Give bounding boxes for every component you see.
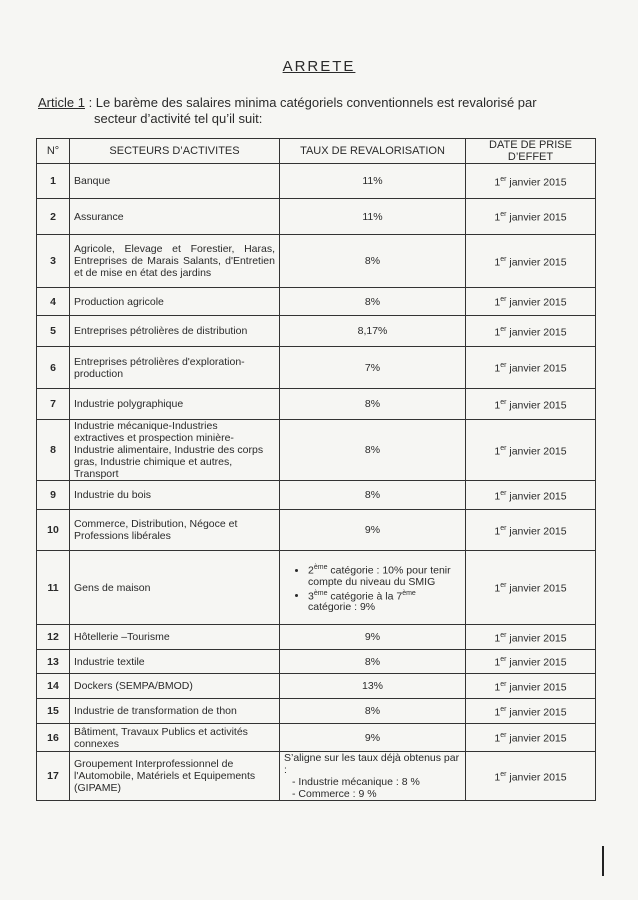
header-date-line2: D’EFFET [507, 151, 554, 163]
date-rest: janvier 2015 [506, 362, 567, 375]
rate-category: 3 [308, 590, 314, 602]
row-sector: Industrie polygraphique [70, 389, 280, 420]
row-rate: 13% [280, 674, 466, 699]
row-rate: 8% [280, 650, 466, 674]
date-day: 1 [494, 211, 501, 224]
date-sup: er [500, 732, 507, 740]
rate-dash-item: - Commerce : 9 % [302, 788, 461, 800]
table-row [37, 752, 596, 801]
row-rate: 8% [280, 288, 466, 316]
table-row [37, 724, 596, 752]
date-day: 1 [494, 681, 501, 694]
sector-line: Transport [74, 468, 119, 480]
table-row [37, 420, 596, 481]
row-date [466, 551, 596, 625]
rate-sup: ème [313, 589, 328, 597]
date-sup: er [500, 325, 507, 333]
row-number: 7 [37, 389, 70, 420]
date-day: 1 [494, 656, 501, 669]
row-sector [70, 724, 280, 752]
table-row [37, 235, 596, 288]
row-date [466, 752, 596, 801]
rate-category: 2 [308, 564, 314, 577]
row-sector: Production agricole [70, 288, 280, 316]
row-number: 12 [37, 625, 70, 650]
row-rate: 9% [280, 724, 466, 752]
row-number: 4 [37, 288, 70, 316]
row-rate: 8% [280, 699, 466, 724]
table-row [37, 199, 596, 235]
row-sector: Agricole, Elevage et Forestier, Haras, Entreprises de Marais Salants, d'Entretien et de mise en état des jardins [70, 235, 280, 288]
sector-line: Industrie mécanique-Industries [74, 420, 218, 432]
row-sector [70, 510, 280, 551]
row-date [466, 389, 596, 420]
row-rate: 9% [280, 510, 466, 551]
table-row [37, 316, 596, 347]
date-sup: er [500, 489, 507, 497]
rate-bullet-list [284, 562, 461, 613]
date-rest: janvier 2015 [506, 656, 567, 669]
date-sup: er [500, 524, 507, 532]
table-row [37, 288, 596, 316]
table-row [37, 650, 596, 674]
date-rest: janvier 2015 [506, 256, 567, 269]
row-sector: Industrie textile [70, 650, 280, 674]
header-sector: SECTEURS D’ACTIVITES [70, 139, 280, 164]
row-sector [70, 420, 280, 481]
row-sector: Assurance [70, 199, 280, 235]
table-row [37, 699, 596, 724]
date-sup: er [500, 444, 507, 452]
date-day: 1 [494, 525, 501, 538]
row-date [466, 510, 596, 551]
sector-line: Bâtiment, Travaux Publics et activités [74, 725, 248, 738]
date-day: 1 [494, 706, 501, 719]
row-rate: 8% [280, 420, 466, 481]
table-header-row [37, 139, 596, 164]
date-day: 1 [494, 445, 501, 458]
date-rest: janvier 2015 [506, 211, 567, 224]
rate-category: catégorie à la 7 [327, 590, 403, 602]
row-number: 17 [37, 752, 70, 801]
row-sector [70, 752, 280, 801]
row-sector: Industrie du bois [70, 481, 280, 510]
date-day: 1 [494, 326, 501, 339]
row-date [466, 674, 596, 699]
date-rest: janvier 2015 [506, 681, 567, 694]
date-day: 1 [494, 582, 501, 595]
row-rate: 8,17% [280, 316, 466, 347]
date-sup: er [500, 296, 507, 304]
row-sector: Entreprises pétrolières de distribution [70, 316, 280, 347]
header-rate: TAUX DE REVALORISATION [280, 139, 466, 164]
table-row [37, 510, 596, 551]
table-row [37, 389, 596, 420]
date-day: 1 [494, 399, 501, 412]
table-row [37, 551, 596, 625]
table-row [37, 164, 596, 199]
article-text-line1: : Le barème des salaires minima catégoriels conventionnels est revalorisé par [84, 95, 537, 110]
date-sup: er [500, 211, 507, 219]
header-date-line1: DATE DE PRISE [489, 139, 572, 151]
row-number: 3 [37, 235, 70, 288]
row-date [466, 316, 596, 347]
row-number: 13 [37, 650, 70, 674]
sector-line: Commerce, Distribution, Négoce et [74, 518, 238, 530]
date-day: 1 [494, 176, 501, 189]
rate-dash-list [284, 776, 461, 800]
row-sector: Gens de maison [70, 551, 280, 625]
row-number: 1 [37, 164, 70, 199]
date-sup: er [500, 705, 507, 713]
date-rest: janvier 2015 [506, 490, 567, 503]
row-date [466, 650, 596, 674]
date-rest: janvier 2015 [506, 582, 567, 595]
date-rest: janvier 2015 [506, 445, 567, 458]
row-number: 9 [37, 481, 70, 510]
rate-text: catégorie : 10% pour tenir compte du niveau du SMIG [308, 564, 451, 588]
table-row [37, 674, 596, 699]
date-day: 1 [494, 296, 501, 309]
date-sup: er [500, 680, 507, 688]
sector-line: extractives et prospection minière- [74, 432, 234, 444]
row-number: 5 [37, 316, 70, 347]
row-number: 6 [37, 347, 70, 389]
rate-intro: S’aligne sur les taux déjà obtenus par : [284, 752, 460, 776]
row-number: 2 [37, 199, 70, 235]
table-row [37, 347, 596, 389]
row-date [466, 724, 596, 752]
row-sector: Dockers (SEMPA/BMOD) [70, 674, 280, 699]
table-row [37, 625, 596, 650]
row-rate [280, 752, 466, 801]
row-number: 11 [37, 551, 70, 625]
row-number: 15 [37, 699, 70, 724]
date-rest: janvier 2015 [506, 771, 567, 784]
header-num: N° [37, 139, 70, 164]
article-text-line2: secteur d’activité tel qu’il suit: [94, 111, 263, 126]
sector-line: l'Automobile, Matériels et Equipements [74, 770, 256, 782]
row-sector: Banque [70, 164, 280, 199]
row-rate [280, 551, 466, 625]
rate-text: catégorie : 9% [308, 601, 376, 613]
date-day: 1 [494, 632, 501, 645]
date-rest: janvier 2015 [506, 706, 567, 719]
table-row [37, 481, 596, 510]
row-rate: 11% [280, 164, 466, 199]
date-sup: er [500, 398, 507, 406]
article-label: Article 1 [38, 95, 85, 110]
date-day: 1 [494, 490, 501, 503]
date-rest: janvier 2015 [506, 399, 567, 412]
date-rest: janvier 2015 [506, 176, 567, 189]
date-sup: er [500, 255, 507, 263]
date-sup: er [500, 631, 507, 639]
date-rest: janvier 2015 [506, 632, 567, 645]
rate-bullet [308, 562, 461, 588]
salary-table [36, 138, 596, 801]
date-sup: er [500, 770, 507, 778]
rate-dash-item: - Industrie mécanique : 8 % [302, 776, 461, 788]
row-date [466, 699, 596, 724]
rate-sup: ème [402, 589, 416, 597]
row-rate: 8% [280, 481, 466, 510]
row-rate: 11% [280, 199, 466, 235]
sector-line: Groupement Interprofessionnel de [74, 758, 234, 770]
date-rest: janvier 2015 [506, 326, 567, 339]
sector-line: Industrie alimentaire, Industrie des corps [74, 444, 264, 456]
date-day: 1 [494, 362, 501, 375]
date-rest: janvier 2015 [506, 296, 567, 309]
sector-line: connexes [74, 737, 119, 750]
row-sector: Industrie de transformation de thon [70, 699, 280, 724]
date-sup: er [500, 362, 507, 370]
sector-line: (GIPAME) [74, 782, 122, 794]
row-date [466, 288, 596, 316]
date-day: 1 [494, 732, 501, 745]
row-number: 14 [37, 674, 70, 699]
row-number: 8 [37, 420, 70, 481]
row-number: 16 [37, 724, 70, 752]
row-date [466, 420, 596, 481]
date-sup: er [500, 582, 507, 590]
page-title: ARRETE [282, 58, 356, 75]
rate-sup: ème [313, 564, 328, 571]
date-day: 1 [494, 771, 501, 784]
sector-line: Professions libérales [74, 530, 171, 542]
row-date [466, 235, 596, 288]
row-date [466, 625, 596, 650]
row-date [466, 199, 596, 235]
row-rate: 8% [280, 389, 466, 420]
date-day: 1 [494, 256, 501, 269]
row-date [466, 481, 596, 510]
row-rate: 8% [280, 235, 466, 288]
pen-mark [602, 846, 604, 876]
rate-bullet [308, 588, 461, 614]
sector-line: gras, Industrie chimique et autres, [74, 456, 233, 468]
row-rate: 7% [280, 347, 466, 389]
date-sup: er [500, 175, 507, 183]
date-sup: er [500, 656, 507, 664]
row-sector: Entreprises pétrolières d'exploration-production [70, 347, 280, 389]
row-date [466, 164, 596, 199]
table-body [37, 164, 596, 801]
date-rest: janvier 2015 [506, 732, 567, 745]
article-paragraph [38, 95, 598, 127]
row-number: 10 [37, 510, 70, 551]
row-rate: 9% [280, 625, 466, 650]
header-date [466, 139, 596, 164]
date-rest: janvier 2015 [506, 525, 567, 538]
row-sector: Hôtellerie –Tourisme [70, 625, 280, 650]
row-date [466, 347, 596, 389]
